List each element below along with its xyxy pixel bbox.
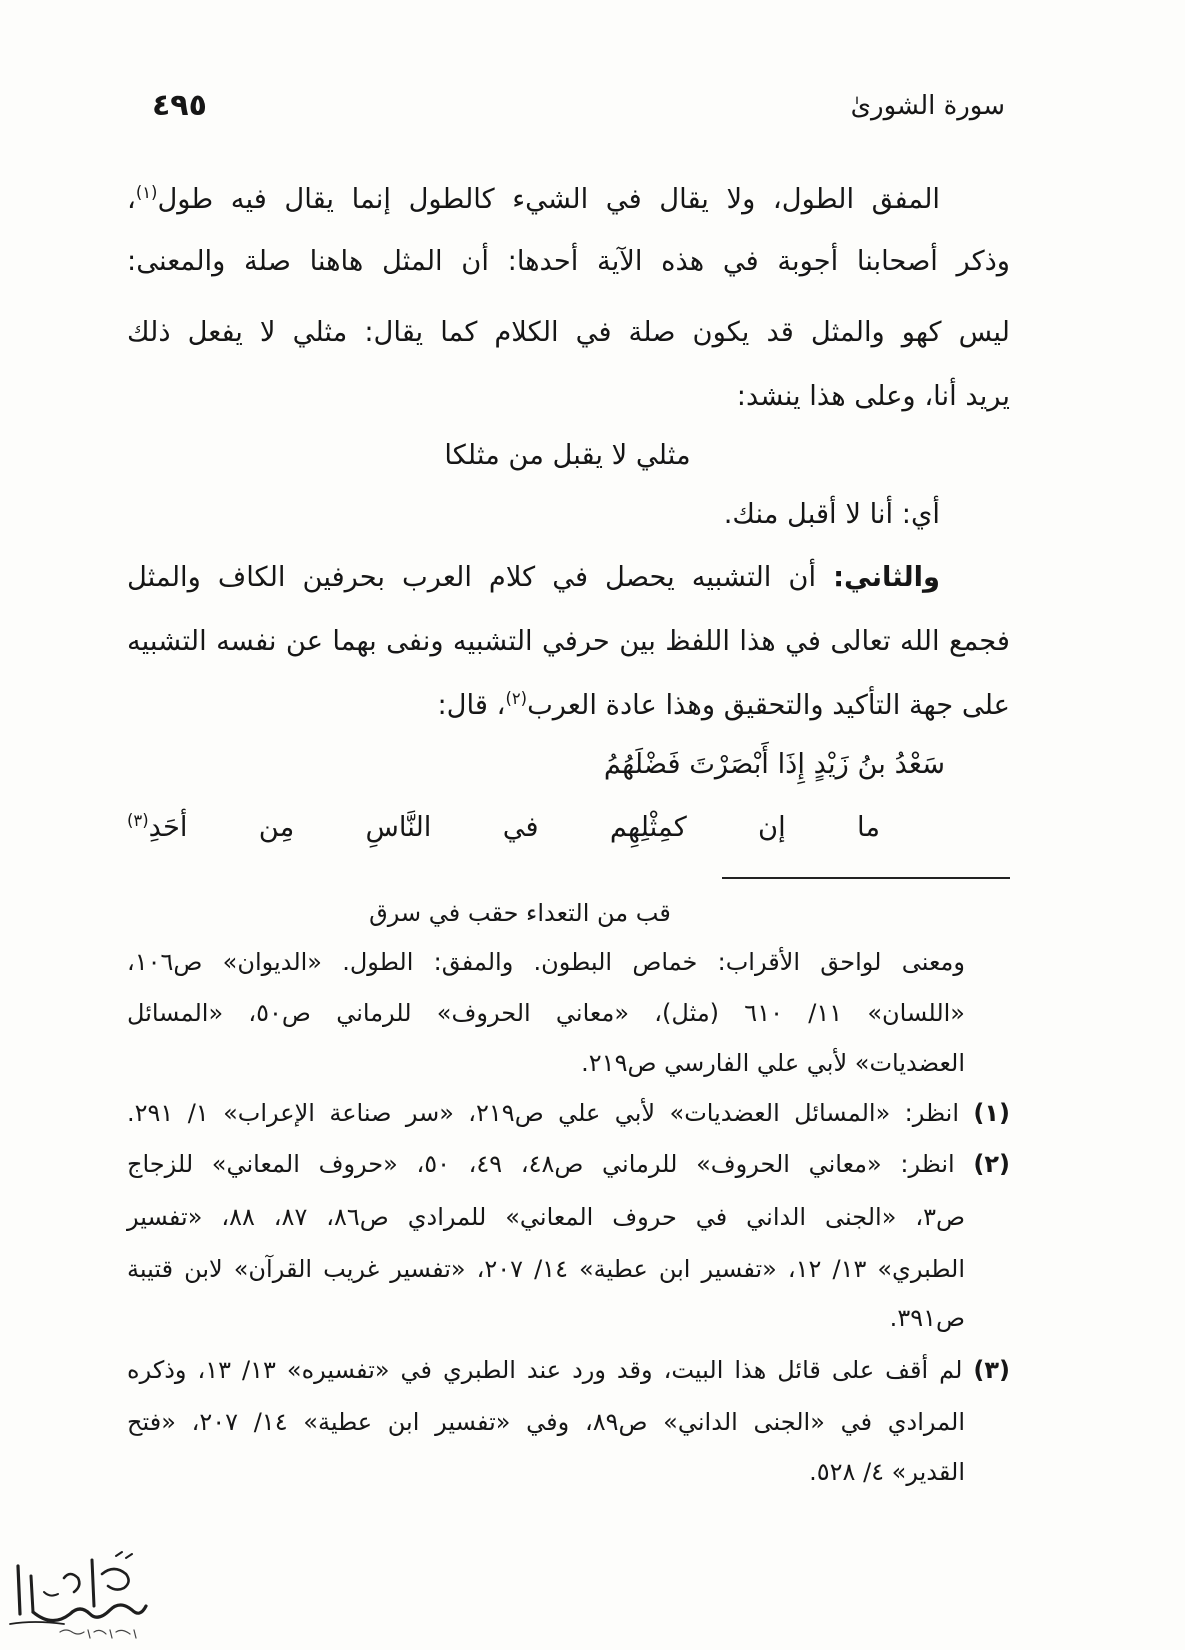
- verse-quote-text: مثلي لا يقبل من مثلكا: [444, 440, 691, 471]
- footnote-line: [125, 1195, 965, 1239]
- footnote-text: ومعنى لواحق الأقراب: خماص البطون. والمفق: الطول. «الديوان» ص١٠٦،: [127, 948, 965, 976]
- footnote-line: [125, 991, 965, 1035]
- body-line-text: ،: [127, 184, 136, 215]
- footnote-text: انظر: «المسائل العضديات» لأبي علي ص٢١٩، «سر صناعة الإعراب» ١/ ٢٩١.: [127, 1099, 960, 1127]
- body-line-text: وذكر أصحابنا أجوبة في هذه الآية أحدها: أن المثل هاهنا صلة والمعنى:: [127, 246, 1010, 277]
- footnote-number: (٣): [973, 1356, 1010, 1384]
- page-number: ٤٩٥: [152, 88, 207, 123]
- body-line-text: يريد أنا، وعلى هذا ينشد:: [736, 381, 1010, 412]
- footnote-ref-marker: (١): [135, 183, 158, 203]
- running-header-surah: سورة الشورىٰ: [850, 91, 1005, 121]
- footnote-text: القدير» ٤/ ٥٢٨.: [809, 1458, 965, 1486]
- footnote-1: [125, 1091, 1010, 1135]
- body-line-text: فجمع الله تعالى في هذا اللفظ بين حرفي التشبيه ونفى بهما عن نفسه التشبيه: [127, 626, 1010, 657]
- footnote-line: [125, 1400, 965, 1444]
- footnote-verse-line: [125, 891, 915, 935]
- body-line-text: أي: أنا لا أقبل منك.: [723, 499, 940, 530]
- footnote-text: انظر: «معاني الحروف» للرماني ص٤٨، ٤٩، ٥٠، «حروف المعاني» للزجاج: [127, 1150, 955, 1178]
- footnote-text: قب من التعداء حقب في سرق: [369, 899, 671, 927]
- footnote-line: [125, 1450, 965, 1494]
- body-line-text: ليس كهو والمثل قد يكون صلة في الكلام كما يقال: مثلي لا يفعل ذلك: [127, 317, 1010, 348]
- footnote-text: لم أقف على قائل هذا البيت، وقد ورد عند الطبري في «تفسيره» ١٣/ ١٣، وذكره: [127, 1356, 963, 1384]
- footnote-text: العضديات» لأبي علي الفارسي ص٢١٩.: [581, 1049, 965, 1077]
- footnote-ref-marker: (٢): [505, 689, 528, 709]
- body-line-text: على جهة التأكيد والتحقيق وهذا عادة العرب: [527, 690, 1010, 721]
- footnote-ref-marker: (٣): [127, 811, 149, 831]
- footnote-line: [125, 1247, 965, 1291]
- footnote-number: (١): [973, 1099, 1010, 1127]
- body-line-text: أن التشبيه يحصل في كلام العرب بحرفين الكاف والمثل: [126, 562, 817, 593]
- footnote-2: [125, 1142, 1010, 1186]
- footnote-line: [125, 1296, 965, 1340]
- body-line-text: المفق الطول، ولا يقال في الشيء كالطول إنما يقال فيه طول: [157, 184, 940, 215]
- poem-text: ما إن كمِثْلِهِم في النَّاسِ مِن أحَدِ: [148, 812, 880, 843]
- body-line-text: ، قال:: [437, 690, 506, 721]
- footnote-line: [125, 1041, 965, 1085]
- footnote-text: ص٣٩١.: [889, 1304, 965, 1332]
- footnote-text: ص٣، «الجنى الداني في حروف المعاني» للمرادي ص٨٦، ٨٧، ٨٨، «تفسير: [126, 1203, 965, 1231]
- footnote-line: [125, 940, 965, 984]
- poem-text: سَعْدُ بنُ زَيْدٍ إِذَا أَبْصَرْتَ فَضْلَهُمُ: [603, 749, 945, 780]
- footnote-text: «اللسان» ١١/ ٦١٠ (مثل)، «معاني الحروف» للرماني ص٥٠، «المسائل: [127, 999, 965, 1027]
- section-lead: والثاني:: [833, 562, 940, 593]
- footnote-3: [125, 1348, 1010, 1392]
- watermark-logo: [4, 1548, 154, 1644]
- footnote-text: المرادي في «الجنى الداني» ص٨٩، وفي «تفسير ابن عطية» ١٤/ ٢٠٧، «فتح: [126, 1408, 965, 1436]
- footnote-text: الطبري» ١٣/ ١٢، «تفسير ابن عطية» ١٤/ ٢٠٧، «تفسير غريب القرآن» لابن قتيبة: [126, 1255, 965, 1283]
- footnote-number: (٢): [973, 1150, 1010, 1178]
